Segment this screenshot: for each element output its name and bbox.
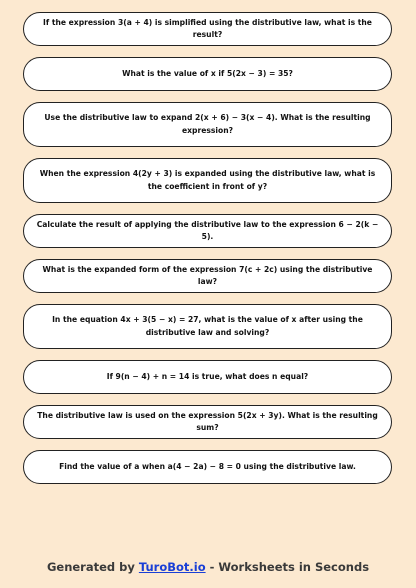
question-card: Find the value of a when a(4 − 2a) − 8 = 0 using the distributive law. [23,450,392,484]
question-card: What is the expanded form of the expression 7(c + 2c) using the distributive law? [23,259,392,293]
footer-suffix: - Worksheets in Seconds [205,560,370,574]
question-card: Use the distributive law to expand 2(x + 6) − 3(x − 4). What is the resulting expression? [23,102,392,147]
question-card: Calculate the result of applying the distributive law to the expression 6 − 2(k − 5). [23,214,392,248]
question-card: In the equation 4x + 3(5 − x) = 27, what is the value of x after using the distributive law and solving? [23,304,392,349]
footer-prefix: Generated by [46,560,139,574]
question-card: What is the value of x if 5(2x − 3) = 35? [23,57,392,91]
question-list [23,12,392,495]
question-card: When the expression 4(2y + 3) is expanded using the distributive law, what is the coefficient in front of y? [23,158,392,203]
question-card: If 9(n − 4) + n = 14 is true, what does n equal? [23,360,392,394]
turobot-link[interactable]: TuroBot.io [138,560,206,574]
question-card: If the expression 3(a + 4) is simplified using the distributive law, what is the result? [23,12,392,46]
footer [0,560,416,574]
question-card: The distributive law is used on the expression 5(2x + 3y). What is the resulting sum? [23,405,392,439]
